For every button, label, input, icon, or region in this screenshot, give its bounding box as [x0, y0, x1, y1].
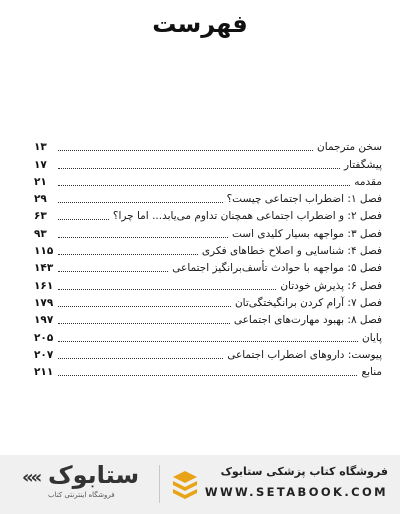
toc-entry	[34, 275, 382, 292]
toc-entry-page: ۹۳	[34, 227, 47, 240]
toc-entry-page: ۲۹	[34, 193, 47, 206]
toc-leader-dots	[58, 270, 168, 272]
toc-entry-page: ۶۳	[34, 210, 47, 223]
table-of-contents	[34, 137, 382, 379]
arrows-icon: ««	[22, 467, 40, 488]
toc-entry	[34, 293, 382, 310]
toc-entry	[34, 362, 382, 379]
page-title: فهرست	[152, 10, 248, 38]
toc-entry-page: ۱۹۷	[34, 314, 54, 327]
toc-entry-page: ۱۱۵	[34, 245, 54, 258]
toc-entry-page: ۲۱	[34, 175, 47, 188]
toc-leader-dots	[58, 322, 230, 324]
toc-entry	[34, 327, 382, 344]
store-name: فروشگاه کتاب پزشکی ستابوک	[220, 465, 388, 478]
book-stack-icon	[171, 469, 199, 499]
toc-entry	[34, 241, 382, 258]
toc-entry-title: پایان	[362, 331, 382, 344]
toc-leader-dots	[58, 357, 223, 359]
setabook-logo	[22, 463, 152, 505]
toc-entry-page: ۱۶۱	[34, 279, 54, 292]
toc-entry-title: پیشگفتار	[343, 158, 382, 171]
toc-entry-page: ۱۷۹	[34, 296, 54, 309]
store-footer	[0, 455, 400, 514]
toc-leader-dots	[58, 374, 357, 376]
store-url[interactable]: WWW.SETABOOK.COM	[204, 485, 388, 499]
toc-entry-page: ۱۴۳	[34, 262, 54, 275]
toc-entry-page: ۲۰۷	[34, 348, 54, 361]
toc-entry	[34, 137, 382, 154]
toc-entry-title: فصل ۶: پذیرش خودتان	[280, 279, 382, 292]
toc-entry-title: فصل ۳: مواجهه بسیار کلیدی است	[231, 227, 382, 240]
toc-leader-dots	[58, 149, 313, 151]
toc-leader-dots	[58, 305, 231, 307]
toc-entry-page: ۱۷	[34, 158, 47, 171]
toc-entry	[34, 345, 382, 362]
toc-entry	[34, 172, 382, 189]
toc-leader-dots	[58, 201, 223, 203]
toc-leader-dots	[58, 236, 228, 238]
toc-entry	[34, 223, 382, 240]
toc-entry-title: فصل ۲: و اضطراب اجتماعی همچنان تداوم می‌یابد... اما چرا؟	[112, 210, 382, 223]
toc-entry-title: فصل ۸: بهبود مهارت‌های اجتماعی	[233, 314, 382, 327]
logo-wordmark: ستابوک	[48, 461, 140, 489]
toc-leader-dots	[58, 167, 340, 169]
toc-entry	[34, 206, 382, 223]
toc-leader-dots	[58, 218, 109, 220]
toc-leader-dots	[58, 184, 350, 186]
toc-entry-page: ۱۳	[34, 141, 47, 154]
toc-entry	[34, 310, 382, 327]
toc-entry	[34, 154, 382, 171]
toc-leader-dots	[58, 288, 276, 290]
toc-entry-title: فصل ۱: اضطراب اجتماعی چیست؟	[226, 193, 382, 206]
toc-entry-title: سخن مترجمان	[317, 141, 382, 154]
toc-entry-title: فصل ۷: آرام کردن برانگیختگی‌تان	[234, 296, 382, 309]
toc-entry-page: ۲۰۵	[34, 331, 54, 344]
toc-entry-page: ۲۱۱	[34, 366, 54, 379]
toc-entry-title: فصل ۵: مواجهه با حوادث تأسف‌برانگیز اجتماعی	[172, 262, 382, 275]
toc-entry-title: پیوست: داروهای اضطراب اجتماعی	[227, 348, 382, 361]
toc-entry-title: منابع	[361, 366, 382, 379]
logo-tagline: فروشگاه اینترنتی کتاب	[48, 491, 115, 499]
toc-entry-title: مقدمه	[354, 175, 382, 188]
toc-leader-dots	[58, 340, 358, 342]
toc-entry	[34, 258, 382, 275]
toc-leader-dots	[58, 253, 198, 255]
toc-entry	[34, 189, 382, 206]
toc-entry-title: فصل ۴: شناسایی و اصلاح خطاهای فکری	[201, 245, 382, 258]
footer-divider	[159, 465, 160, 503]
